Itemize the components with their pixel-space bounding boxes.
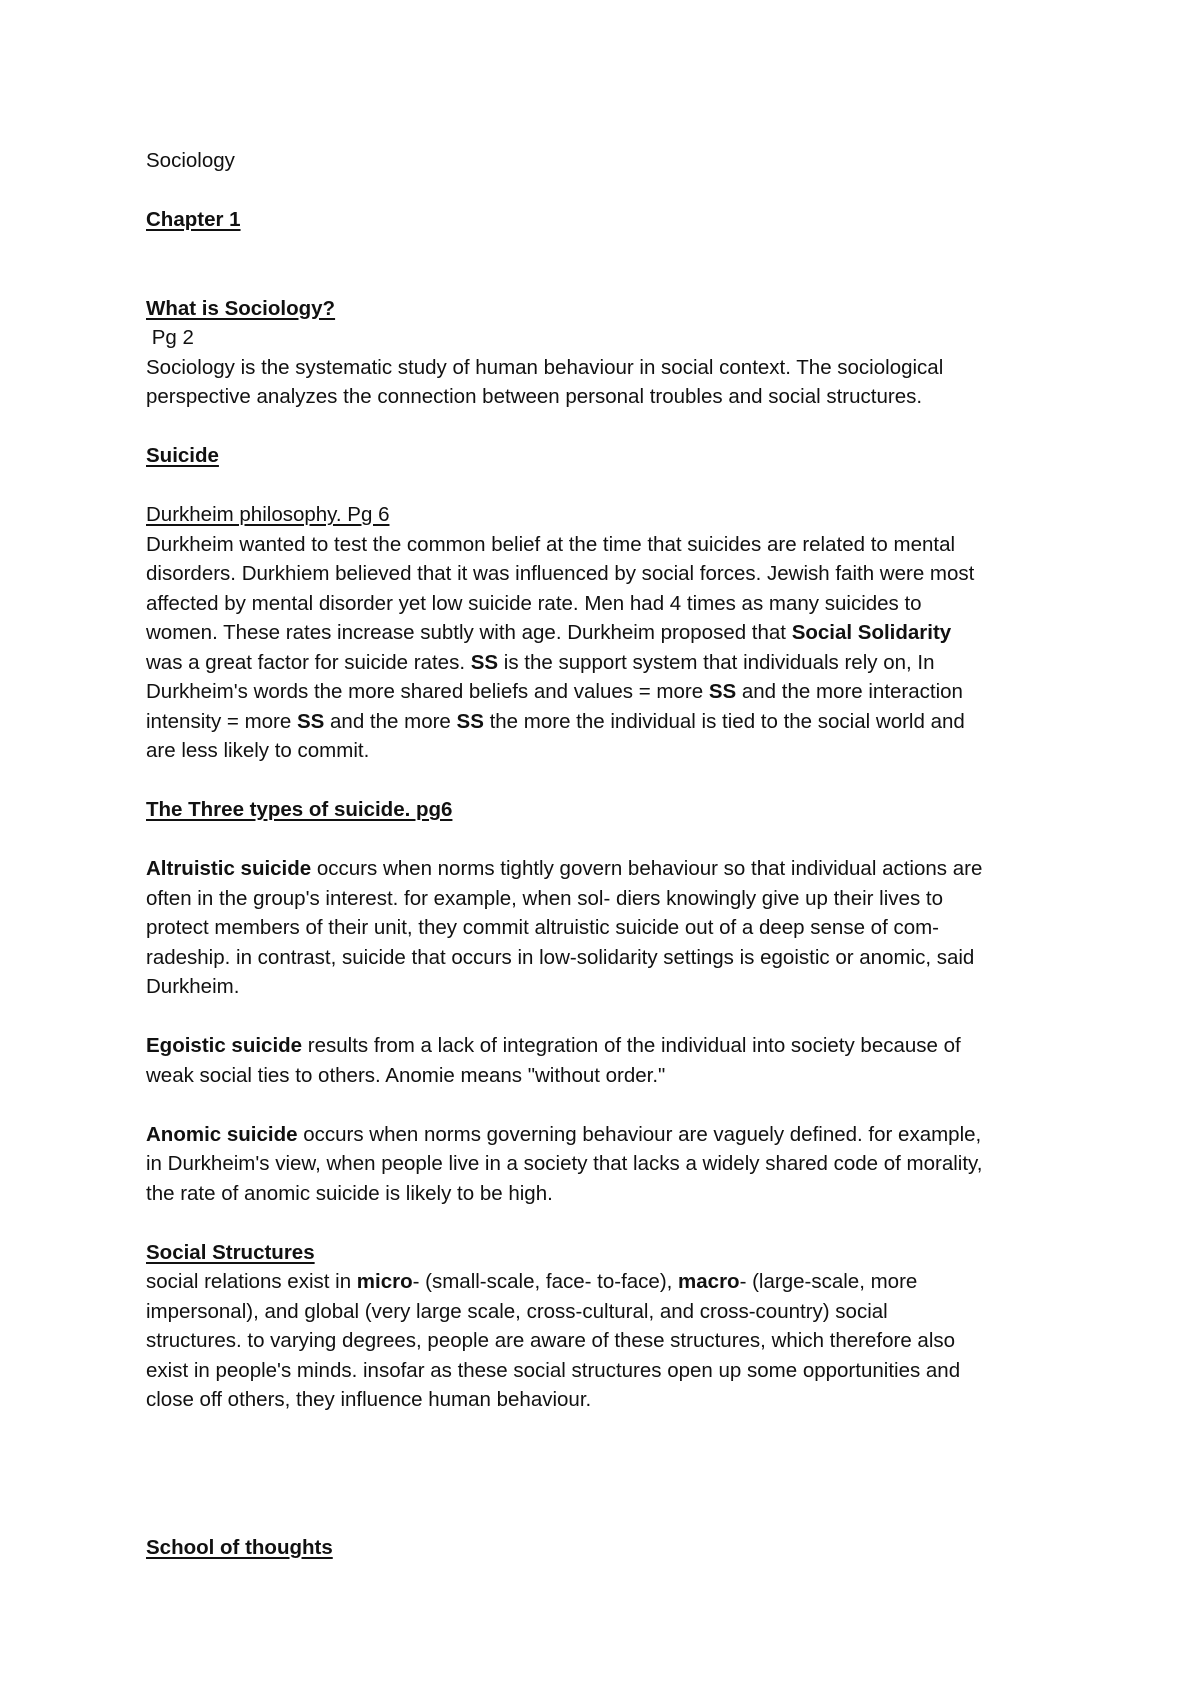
suicide-paragraph-line: affected by mental disorder yet low suicide rate. Men had 4 times as many suicides to — [146, 591, 922, 615]
text-run: is the support system that individuals rely on, In — [498, 650, 935, 674]
social-structures-heading: Social Structures — [146, 1240, 315, 1264]
what-is-sociology-heading: What is Sociology? — [146, 296, 336, 320]
altruistic-line: radeship. in contrast, suicide that occurs in low-solidarity settings is egoistic or anomic, said — [146, 945, 975, 969]
social-structures-line: impersonal), and global (very large scale, cross-cultural, and cross-country) social — [146, 1299, 888, 1323]
text-run: women. These rates increase subtly with age. Durkheim proposed that — [146, 621, 792, 644]
suicide-paragraph-line — [146, 618, 1076, 648]
macro-term: macro — [678, 1270, 740, 1293]
document-title: Sociology — [146, 149, 235, 172]
ss-term: SS — [296, 709, 325, 733]
suicide-paragraph-line: disorders. Durkhiem believed that it was influenced by social forces. Jewish faith were most — [146, 562, 975, 585]
egoistic-line: weak social ties to others. Anomie means "without order." — [146, 1063, 666, 1087]
anomic-line — [146, 1120, 1076, 1150]
social-structures-line: exist in people's minds. insofar as these social structures open up some opportunities and — [146, 1358, 961, 1382]
social-structures-line: close off others, they influence human behaviour. — [146, 1388, 592, 1411]
social-structures-line — [146, 1267, 1076, 1297]
text-run: intensity = more — [146, 709, 297, 733]
suicide-paragraph-line: are less likely to commit. — [146, 739, 370, 762]
text-run: and the more interaction — [736, 680, 963, 703]
ss-term: SS — [456, 709, 484, 733]
altruistic-term: Altruistic suicide — [146, 857, 312, 880]
text-run: - (small-scale, face- to-face), — [412, 1270, 679, 1293]
egoistic-line — [146, 1031, 1076, 1061]
three-types-heading: The Three types of suicide. pg6 — [146, 798, 453, 821]
suicide-paragraph-line — [146, 707, 1076, 737]
durkheim-subheading: Durkheim philosophy. Pg 6 — [146, 503, 390, 526]
document-page — [146, 146, 1076, 1562]
text-run: was a great factor for suicide rates. — [146, 650, 471, 674]
chapter-heading: Chapter 1 — [146, 208, 241, 231]
text-run: occurs when norms tightly govern behaviour so that individual actions are — [311, 857, 983, 880]
anomic-line: in Durkheim's view, when people live in a society that lacks a widely shared code of morality, — [146, 1152, 983, 1175]
social-solidarity-term: Social Solidarity — [791, 621, 952, 644]
anomic-term: Anomic suicide — [146, 1122, 298, 1146]
micro-term: micro — [356, 1270, 413, 1293]
altruistic-line: often in the group's interest. for example, when sol- diers knowingly give up their lives to — [146, 886, 943, 910]
what-is-sociology-page-ref: Pg 2 — [146, 326, 194, 349]
ss-term: SS — [470, 650, 499, 674]
text-run: occurs when norms governing behaviour are vaguely defined. for example, — [297, 1122, 982, 1146]
text-run: social relations exist in — [146, 1270, 357, 1293]
what-is-sociology-line: perspective analyzes the connection between personal troubles and social structures. — [146, 385, 923, 408]
anomic-line: the rate of anomic suicide is likely to be high. — [146, 1181, 553, 1205]
altruistic-line — [146, 854, 1076, 884]
egoistic-term: Egoistic suicide — [146, 1034, 303, 1057]
altruistic-line: protect members of their unit, they commit altruistic suicide out of a deep sense of com- — [146, 916, 940, 939]
altruistic-line: Durkheim. — [146, 975, 240, 998]
what-is-sociology-line: Sociology is the systematic study of human behaviour in social context. The sociological — [146, 355, 944, 379]
text-run: - (large-scale, more — [739, 1270, 918, 1293]
text-run: the more the individual is tied to the social world and — [483, 709, 965, 733]
suicide-heading: Suicide — [146, 444, 219, 467]
suicide-paragraph-line — [146, 648, 1076, 678]
suicide-paragraph-line: Durkheim wanted to test the common belief at the time that suicides are related to mental — [146, 532, 956, 556]
text-run: Durkheim's words the more shared beliefs and values = more — [146, 680, 709, 703]
text-run: and the more — [324, 709, 457, 733]
school-of-thoughts-heading: School of thoughts — [146, 1535, 333, 1559]
ss-term: SS — [708, 680, 737, 703]
suicide-paragraph-line — [146, 677, 1076, 707]
text-run: results from a lack of integration of the individual into society because of — [302, 1034, 961, 1057]
social-structures-line: structures. to varying degrees, people are aware of these structures, which therefore also — [146, 1329, 956, 1352]
